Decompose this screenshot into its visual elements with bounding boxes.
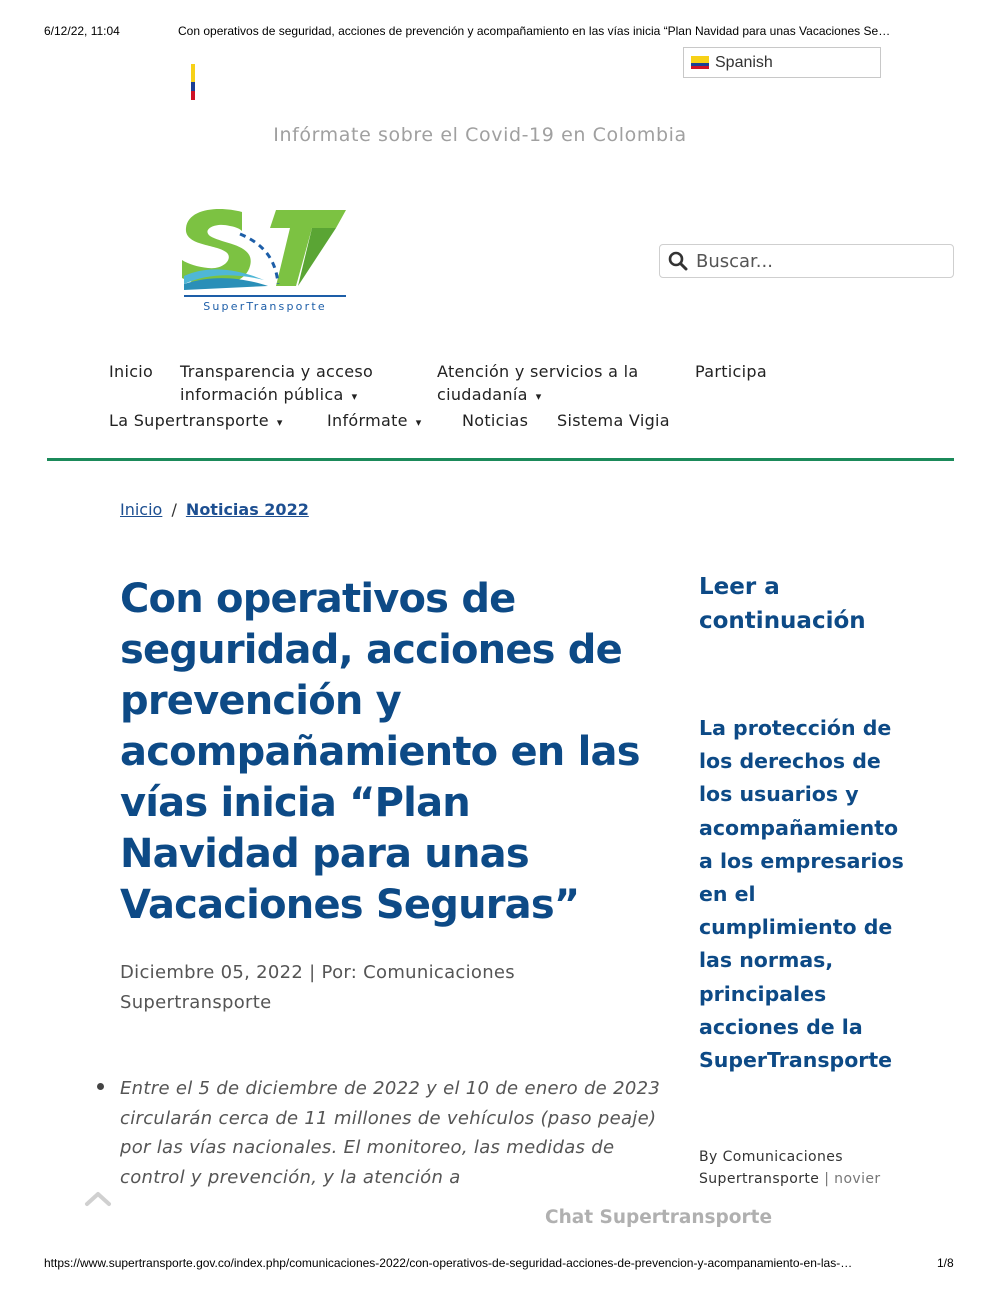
chevron-up-icon bbox=[84, 1188, 112, 1208]
nav-informate[interactable] bbox=[327, 409, 422, 434]
supertransporte-logo[interactable] bbox=[180, 204, 350, 316]
nav-atencion-label-1: Atención y servicios a la bbox=[437, 362, 639, 381]
covid-info-link[interactable]: Infórmate sobre el Covid-19 en Colombia bbox=[273, 124, 687, 146]
chevron-down-icon[interactable]: ▾ bbox=[351, 390, 358, 403]
chevron-down-icon[interactable]: ▾ bbox=[276, 416, 283, 429]
print-datetime: 6/12/22, 11:04 bbox=[44, 24, 120, 38]
search-box[interactable] bbox=[659, 244, 954, 278]
nav-inicio[interactable] bbox=[109, 360, 153, 383]
article-lead-item: Entre el 5 de diciembre de 2022 y el 10 de enero de 2023 circularán cerca de 11 millones de vehículos (paso peaje) por las vías nacionales. El monitoreo, las medidas de control y prevención, y la atención a bbox=[120, 1078, 661, 1188]
nav-sistema-vigia-label: Sistema Vigia bbox=[557, 411, 670, 430]
chat-widget-button[interactable]: Chat Supertransporte bbox=[545, 1207, 773, 1228]
nav-noticias-label: Noticias bbox=[462, 411, 529, 430]
breadcrumb-home-link[interactable]: Inicio bbox=[120, 500, 163, 519]
print-page-number: 1/8 bbox=[937, 1256, 954, 1270]
article-meta: Diciembre 05, 2022 | Por: Comunicaciones Supertransporte bbox=[120, 962, 515, 1013]
related-post-date: novier bbox=[834, 1171, 881, 1187]
print-document-title: Con operativos de seguridad, acciones de prevención y acompañamiento en las vías inicia “Plan Navidad para unas Vacaciones Se… bbox=[178, 24, 891, 38]
language-selected: Spanish bbox=[715, 53, 773, 71]
breadcrumb bbox=[120, 500, 309, 519]
nav-participa-label: Participa bbox=[695, 362, 767, 381]
bullet-icon bbox=[97, 1083, 104, 1090]
print-url: https://www.supertransporte.gov.co/index.php/comunicaciones-2022/con-operativos-de-seguridad-acciones-de-prevencion-y-acompanamiento-en-las-… bbox=[44, 1256, 853, 1270]
nav-inicio-label: Inicio bbox=[109, 362, 154, 381]
nav-transparencia[interactable] bbox=[180, 360, 373, 408]
scroll-to-top-button[interactable] bbox=[84, 1188, 112, 1208]
nav-transparencia-label-1: Transparencia y acceso bbox=[180, 362, 374, 381]
chevron-down-icon[interactable]: ▾ bbox=[415, 416, 422, 429]
related-post-separator: | bbox=[824, 1171, 830, 1187]
nav-atencion-label-2: ciudadanía bbox=[437, 385, 528, 404]
nav-sistema-vigia[interactable] bbox=[557, 409, 670, 432]
related-post-by: By bbox=[699, 1149, 718, 1165]
related-post-title-link[interactable]: La protección de los derechos de los usuarios y acompañamiento a los empresarios en el cumplimiento de las normas, principales acciones de la SuperTransporte bbox=[699, 716, 904, 1073]
chevron-down-icon[interactable]: ▾ bbox=[535, 390, 542, 403]
spanish-flag-icon bbox=[691, 56, 709, 69]
header-divider bbox=[47, 458, 954, 461]
colombia-flag-strip bbox=[191, 64, 195, 100]
nav-participa[interactable] bbox=[695, 360, 767, 383]
language-selector[interactable] bbox=[683, 47, 881, 78]
related-post-author[interactable]: Comunicaciones Supertransporte bbox=[699, 1149, 843, 1187]
nav-atencion[interactable] bbox=[437, 360, 639, 408]
nav-noticias[interactable] bbox=[462, 409, 528, 432]
nav-la-supertransporte-label: La Supertransporte bbox=[109, 411, 269, 430]
nav-informate-label: Infórmate bbox=[327, 411, 408, 430]
nav-transparencia-label-2: información pública bbox=[180, 385, 344, 404]
nav-la-supertransporte[interactable] bbox=[109, 409, 283, 434]
article-lead-list bbox=[120, 1074, 680, 1192]
related-post-meta bbox=[699, 1146, 899, 1190]
search-icon[interactable] bbox=[668, 251, 688, 271]
breadcrumb-separator: / bbox=[171, 500, 177, 519]
logo-wordmark: SuperTransporte bbox=[203, 300, 327, 313]
article-title: Con operativos de seguridad, acciones de prevención y acompañamiento en las vías inicia “Plan Navidad para unas Vacaciones Seguras” bbox=[120, 576, 640, 928]
read-next-heading: Leer a continuación bbox=[699, 574, 866, 634]
breadcrumb-current-link[interactable]: Noticias 2022 bbox=[185, 500, 309, 519]
search-input[interactable] bbox=[694, 250, 938, 273]
st-logo-icon bbox=[180, 204, 350, 316]
